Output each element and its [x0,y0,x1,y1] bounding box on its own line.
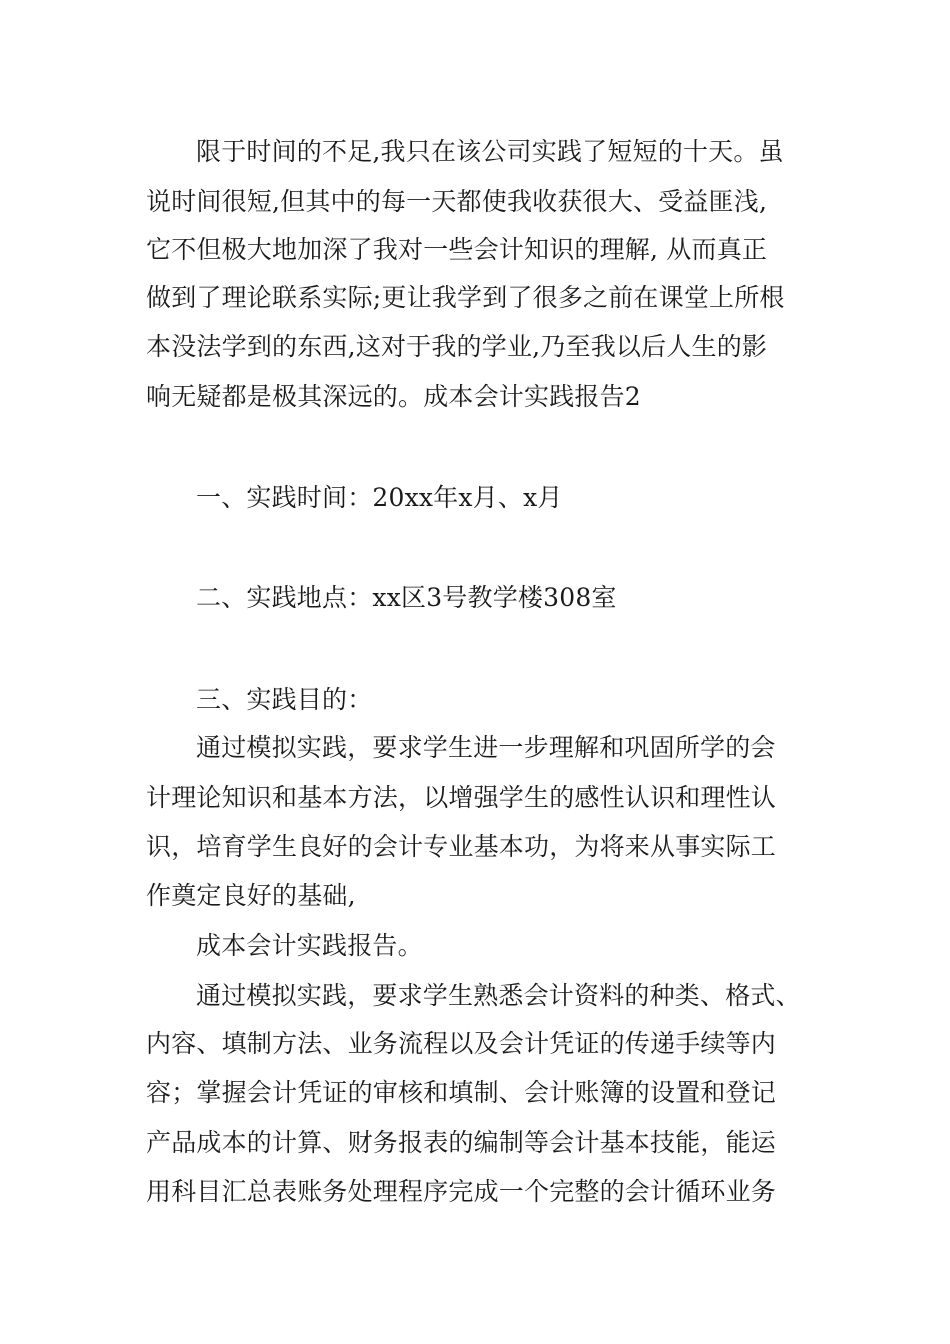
text-line: 容；掌握会计凭证的审核和填制、会计账簿的设置和登记 [146,1078,777,1107]
text-line: 计理论知识和基本方法，以增强学生的感性认识和理性认 [146,783,777,812]
text-line: 做到了理论联系实际;更让我学到了很多之前在课堂上所根 [146,283,785,312]
text-line: 它不但极大地加深了我对一些会计知识的理解, 从而真正 [146,235,768,264]
section-heading-purpose: 三、实践目的： [196,685,373,714]
text-line: 产品成本的计算、财务报表的编制等会计基本技能，能运 [146,1128,777,1157]
text-line: 内容、填制方法、业务流程以及会计凭证的传递手续等内 [146,1029,777,1058]
text-line: 响无疑都是极其深远的。成本会计实践报告2 [146,382,641,411]
text-line: 通过模拟实践，要求学生进一步理解和巩固所学的会 [196,733,776,762]
text-line: 通过模拟实践，要求学生熟悉会计资料的种类、格式、 [196,981,801,1010]
text-line: 说时间很短,但其中的每一天都使我收获很大、受益匪浅, [146,187,768,216]
text-line: 本没法学到的东西,这对于我的学业,乃至我以后人生的影 [146,332,768,361]
section-heading-location: 二、实践地点：xx区3号教学楼308室 [196,583,617,612]
text-line: 作奠定良好的基础, [146,881,356,910]
text-line: 限于时间的不足,我只在该公司实践了短短的十天。虽 [196,137,784,166]
text-line: 识，培育学生良好的会计专业基本功，为将来从事实际工 [146,832,777,861]
text-line: 用科目汇总表账务处理程序完成一个完整的会计循环业务 [146,1177,777,1206]
section-heading-time: 一、实践时间：20xx年x月、x月 [196,483,563,512]
text-line: 成本会计实践报告。 [196,931,423,960]
